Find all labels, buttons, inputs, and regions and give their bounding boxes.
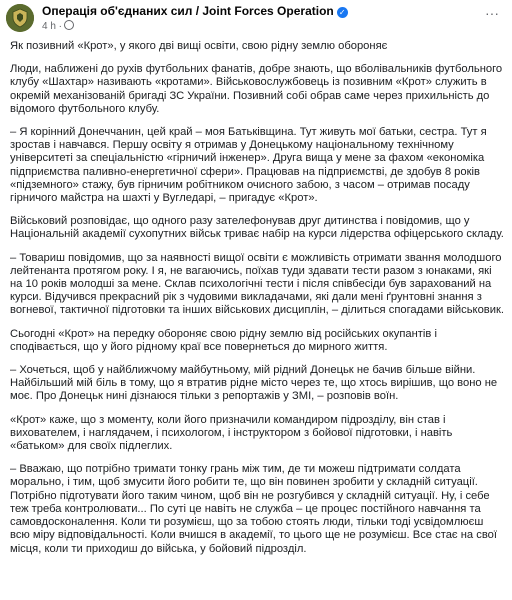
post-paragraph: Як позивний «Крот», у якого дві вищі освіти, свою рідну землю обороняє — [10, 40, 388, 52]
post-paragraph: – Хочеться, щоб у найближчому майбутньому, мій рідний Донецьк не бачив більше війни. Найбільший мій біль в тому, що я втратив рідне місто через те, що хтось вирішив, що воно не моє. Про Донецьк нині дізнаюся тільки з репортажів у ЗМІ, – розповів воїн. — [10, 364, 498, 403]
shield-emblem-icon — [6, 4, 34, 32]
post-meta: 4 h · — [42, 20, 74, 32]
post-paragraph: «Крот» каже, що з моменту, коли його призначили командиром підрозділу, він став і вихователем, і наглядачем, і психологом, і інструктором з бойової підготовки, і навіть «батьком» для своїх підлеглих. — [10, 413, 453, 453]
post-paragraph: – Я корінний Донеччанин, цей край – моя Батьківщина. Тут живуть мої батьки, сестра. Тут я зростав і навчався. Першу освіту я отримав у Донецькому національному технічному університеті за спеціальністю «гірничий інженер». Друга вища у мене за фахом «економіка підприємства паливно-енергетичної сфери». Працював на підприємстві, де здобув 8 років «підземного» стажу, був гірничим робітником очисного забою, з часом – отримав посаду гірничого майстра на шахті у Вугледарі, – пригадує «Крот». — [10, 126, 487, 205]
page-name-text[interactable]: Операція об'єднаних сил / Joint Forces Operation — [42, 4, 334, 18]
post-paragraph: – Вважаю, що потрібно тримати тонку грань між тим, де ти можеш підтримати солдата морально, і тим, щоб змусити його робити те, що він повинен зробити у складній ситуації. Потрібно підготувати його таким чином, щоб він не розгубився у складній ситуації. Ну, і себе теж треба контролювати... По суті це навіть не служба – це процес постійного навчання та самовдосконалення. Коли ти розумієш, що за тобою стоять люди, тільки тоді усвідомлюєш всю міру відповідальності. Коли вчишся в академії, то цього ще не розумієш. Все стає на свої місця, коли ти приходиш до війська, у бойовий підрозділ. — [10, 463, 497, 555]
post-paragraph: Сьогодні «Крот» на передку обороняє свою рідну землю від російських окупантів і сподівається, що у його рідному краї все повернеться до мирного життя. — [10, 327, 437, 353]
verified-badge-icon: ✓ — [337, 7, 348, 18]
post-paragraph: Військовий розповідає, що одного разу зателефонував друг дитинства і повідомив, що у Національній академії сухопутних військ триває набір на курси лідерства офіцерського складу. — [10, 215, 504, 241]
page-name[interactable] — [42, 4, 348, 18]
post-paragraph: – Товариш повідомив, що за наявності вищої освіти є можливість отримати звання молодшого лейтенанта протягом року. І я, не вагаючись, поїхав туди здавати тести разом з юнаками, які на 10 років молодші за мене. Склав психологічні тести і після співбесіди був зарахований на курси. Відучився прекрасний рік з чудовими викладачами, які дали мені ґрунтовні знання з вогневої, тактичної підготовки та інших військових дисциплін, – ділиться спогадами військовик. — [10, 251, 504, 317]
post-paragraph: Люди, наближені до рухів футбольних фанатів, добре знають, що вболівальників футбольного клубу «Шахтар» називають «кротами». Військовослужбовець із позивним «Крот» служить в окремій механізованій бригаді ЗС України. Позивний собі обрав саме через прихильність до відомого футбольного клубу. — [10, 63, 503, 115]
globe-icon — [64, 20, 74, 30]
page-avatar[interactable] — [6, 4, 34, 32]
more-options-button[interactable]: ··· — [485, 5, 499, 21]
post-text — [10, 40, 504, 566]
post-header — [0, 0, 512, 38]
post-time[interactable]: 4 h — [42, 21, 56, 32]
